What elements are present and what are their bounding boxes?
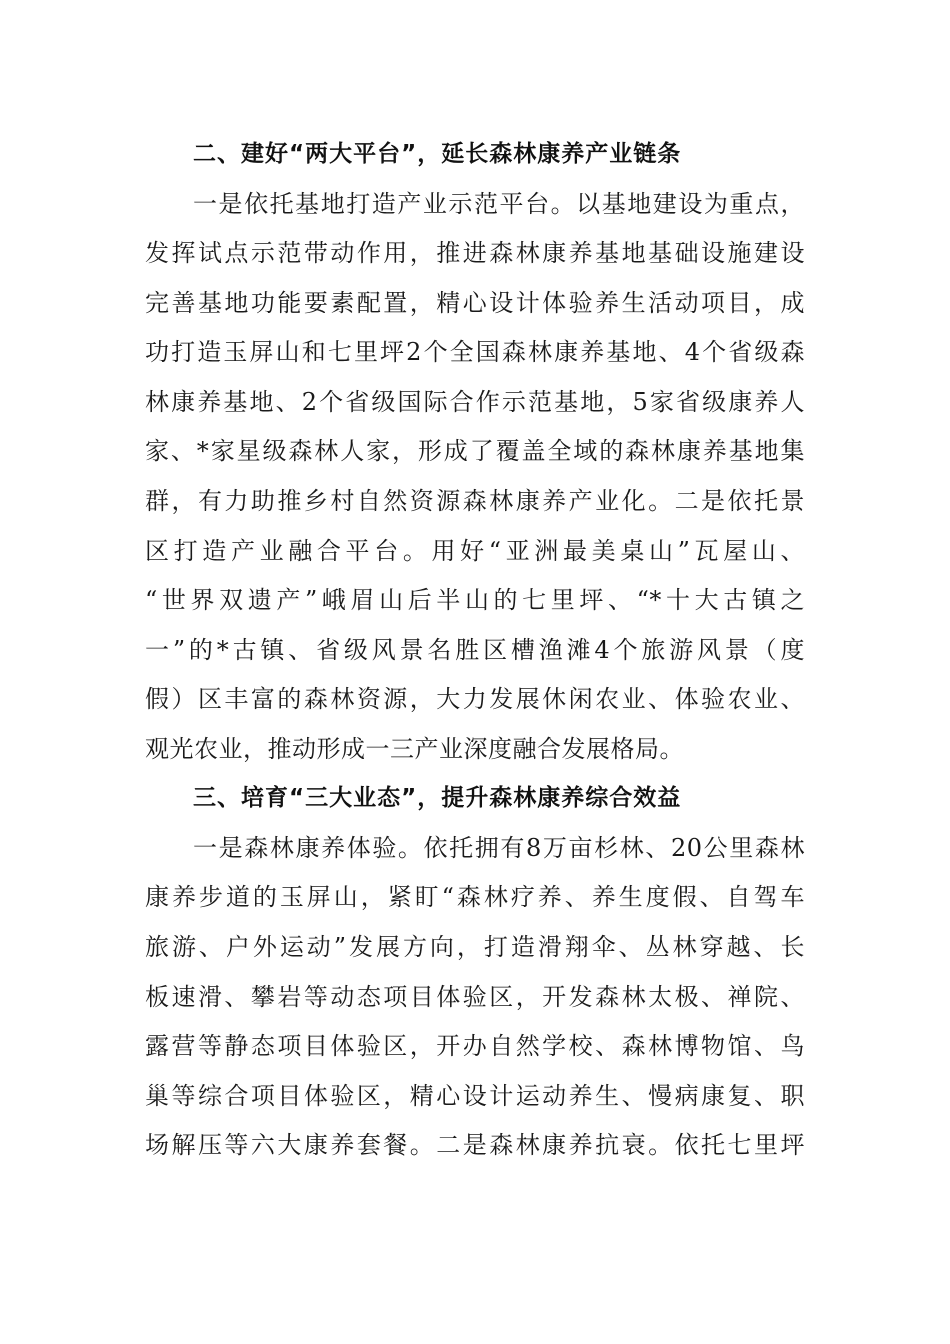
paragraph-line: 假）区丰富的森林资源，大力发展休闲农业、体验农业、	[145, 685, 805, 713]
paragraph-line: 区打造产业融合平台。用好“亚洲最美桌山”瓦屋山、	[145, 537, 805, 565]
paragraph-line: 功打造玉屏山和七里坪2个全国森林康养基地、4个省级森	[145, 338, 805, 366]
paragraph-line: 康养步道的玉屏山，紧盯“森林疗养、养生度假、自驾车	[145, 883, 805, 911]
paragraph-line: 家、*家星级森林人家，形成了覆盖全域的森林康养基地集	[145, 437, 805, 465]
paragraph-line: 完善基地功能要素配置，精心设计体验养生活动项目，成	[145, 289, 805, 317]
paragraph-line: 一”的*古镇、省级风景名胜区槽渔滩4个旅游风景（度	[145, 636, 805, 664]
paragraph-line: 巢等综合项目体验区，精心设计运动养生、慢病康复、职	[145, 1082, 805, 1110]
paragraph-line: 群，有力助推乡村自然资源森林康养产业化。二是依托景	[145, 487, 805, 515]
paragraph-line: 露营等静态项目体验区，开办自然学校、森林博物馆、鸟	[145, 1032, 805, 1060]
paragraph-line: “世界双遗产”峨眉山后半山的七里坪、“*十大古镇之	[145, 586, 805, 614]
paragraph-line: 林康养基地、2个省级国际合作示范基地，5家省级康养人	[145, 388, 805, 416]
section-heading-three: 三、培育“三大业态”，提升森林康养综合效益	[193, 785, 682, 811]
paragraph-line: 一是森林康养体验。依托拥有8万亩杉林、20公里森林	[193, 834, 805, 862]
paragraph-line: 观光农业，推动形成一三产业深度融合发展格局。	[145, 735, 684, 763]
paragraph-line: 一是依托基地打造产业示范平台。以基地建设为重点，	[193, 190, 805, 218]
paragraph-line: 场解压等六大康养套餐。二是森林康养抗衰。依托七里坪	[145, 1131, 805, 1159]
section-heading-two: 二、建好“两大平台”，延长森林康养产业链条	[193, 141, 682, 167]
paragraph-line: 板速滑、攀岩等动态项目体验区，开发森林太极、禅院、	[145, 983, 805, 1011]
paragraph-line: 发挥试点示范带动作用，推进森林康养基地基础设施建设	[145, 239, 805, 267]
paragraph-line: 旅游、户外运动”发展方向，打造滑翔伞、丛林穿越、长	[145, 933, 805, 961]
